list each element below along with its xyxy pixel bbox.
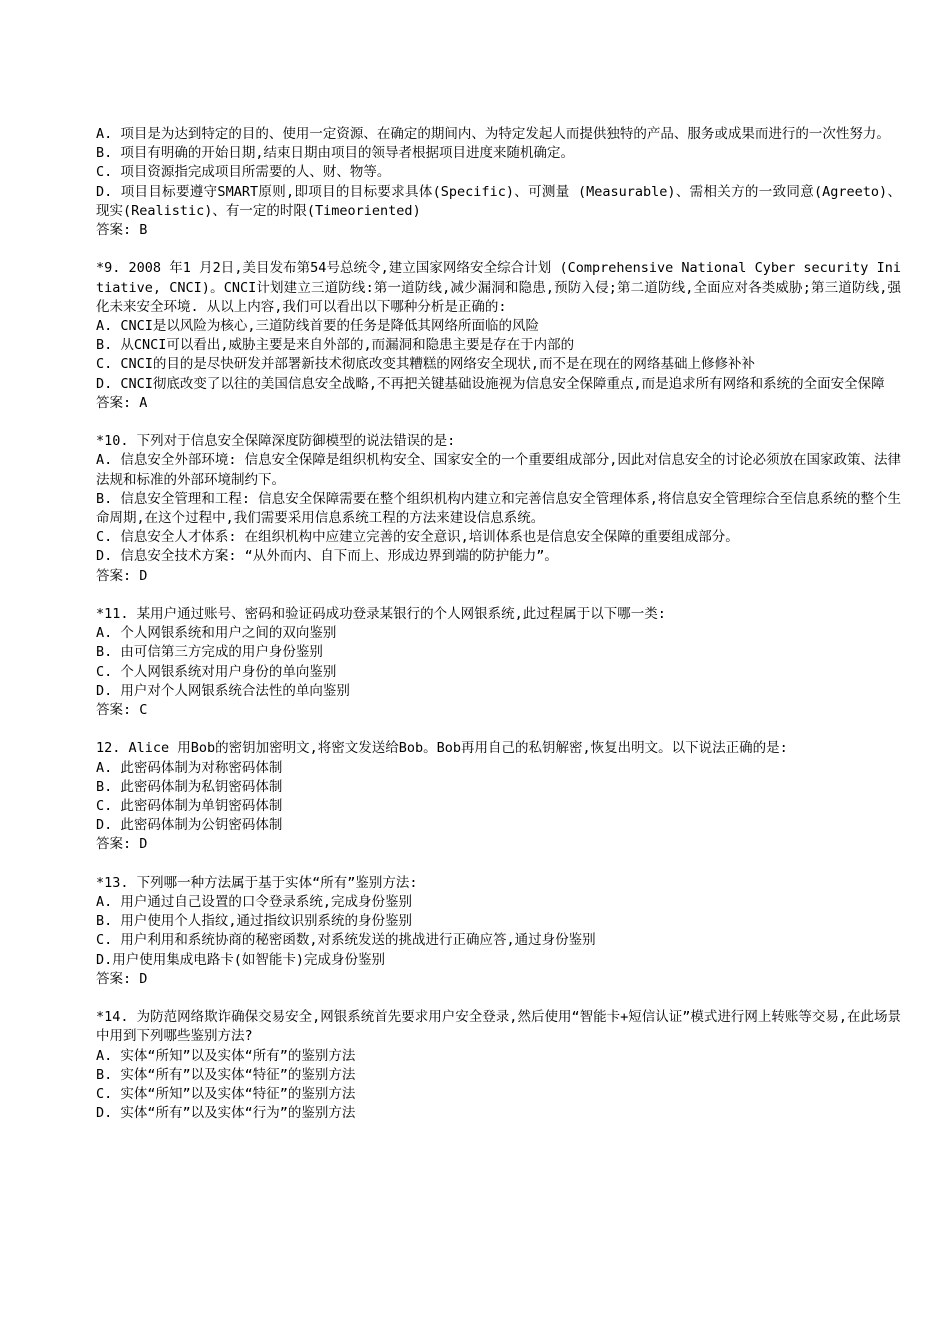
question-text: *13. 下列哪一种方法属于基于实体“所有”鉴别方法: — [96, 874, 418, 891]
answer-option: C. 此密码体制为单钥密码体制 — [96, 798, 283, 815]
answer-option: B. 从CNCI可以看出,威胁主要是来自外部的,而漏洞和隐患主要是存在于内部的 — [96, 337, 575, 354]
answer-option: D. CNCI彻底改变了以往的美国信息安全战略,不再把关键基础设施视为信息安全保障重点,而是追求所有网络和系统的全面安全保障 — [96, 375, 885, 392]
answer-option: C. 项目资源指完成项目所需要的人、财、物等。 — [96, 164, 391, 181]
answer-option: D. 用户对个人网银系统合法性的单向鉴别 — [96, 682, 350, 699]
answer-option: A. 用户通过自己设置的口令登录系统,完成身份鉴别 — [96, 894, 413, 911]
answer-option: C. CNCI的目的是尽快研发并部署新技术彻底改变其糟糕的网络安全现状,而不是在现在的网络基础上修修补补 — [96, 356, 756, 373]
question-block-q9 — [96, 259, 901, 413]
question-block-q12 — [96, 739, 901, 854]
answer-option: A. 个人网银系统和用户之间的双向鉴别 — [96, 625, 337, 642]
answer-option: C. 实体“所知”以及实体“特征”的鉴别方法 — [96, 1086, 356, 1103]
answer-option: D.用户使用集成电路卡(如智能卡)完成身份鉴别 — [96, 951, 386, 968]
answer-option: D. 此密码体制为公钥密码体制 — [96, 817, 283, 834]
question-text: *10. 下列对于信息安全保障深度防御模型的说法错误的是: — [96, 433, 456, 450]
document-page — [96, 125, 901, 1143]
answer-option: A. 此密码体制为对称密码体制 — [96, 759, 283, 776]
question-block-q8-tail — [96, 125, 901, 240]
answer-option: C. 用户利用和系统协商的秘密函数,对系统发送的挑战进行正确应答,通过身份鉴别 — [96, 932, 596, 949]
answer-option: B. 此密码体制为私钥密码体制 — [96, 778, 283, 795]
question-text: *11. 某用户通过账号、密码和验证码成功登录某银行的个人网银系统,此过程属于以下哪一类: — [96, 606, 666, 623]
answer-option: C. 个人网银系统对用户身份的单向鉴别 — [96, 663, 337, 680]
question-text: 12. Alice 用Bob的密钥加密明文,将密文发送给Bob。Bob再用自己的私钥解密,恢复出明文。以下说法正确的是: — [96, 740, 788, 757]
answer-key: 答案: C — [96, 702, 148, 719]
answer-key: 答案: D — [96, 836, 148, 853]
question-block-q14 — [96, 1008, 901, 1123]
answer-option: A. CNCI是以风险为核心,三道防线首要的任务是降低其网络所面临的风险 — [96, 318, 540, 335]
question-block-q13 — [96, 874, 901, 989]
question-list — [96, 125, 901, 1123]
answer-option: A. 实体“所知”以及实体“所有”的鉴别方法 — [96, 1047, 356, 1064]
question-block-q10 — [96, 432, 901, 586]
answer-option: B. 信息安全管理和工程: 信息安全保障需要在整个组织机构内建立和完善信息安全管理体系,将信息安全管理综合至信息系统的整个生命周期,在这个过程中,我们需要采用信息系统工程的方法来建设信息系统。 — [96, 490, 901, 527]
answer-option: B. 项目有明确的开始日期,结束日期由项目的领导者根据项目进度来随机确定。 — [96, 145, 575, 162]
answer-option: B. 实体“所有”以及实体“特征”的鉴别方法 — [96, 1066, 356, 1083]
answer-option: B. 由可信第三方完成的用户身份鉴别 — [96, 644, 323, 661]
answer-option: A. 项目是为达到特定的目的、使用一定资源、在确定的期间内、为特定发起人而提供独特的产品、服务或成果而进行的一次性努力。 — [96, 126, 890, 142]
question-block-q11 — [96, 605, 901, 720]
answer-option: D. 项目目标要遵守SMART原则,即项目的目标要求具体(Specific)、可测量 (Measurable)、需相关方的一致同意(Agreeto)、现实(Realistic)、有一定的时限(Timeoriented) — [96, 183, 901, 219]
answer-key: 答案: B — [96, 222, 148, 239]
answer-option: D. 信息安全技术方案: “从外而内、自下而上、形成边界到端的防护能力”。 — [96, 548, 558, 565]
answer-key: 答案: A — [96, 394, 148, 411]
question-text: *14. 为防范网络欺诈确保交易安全,网银系统首先要求用户安全登录,然后使用“智能卡+短信认证”模式进行网上转账等交易,在此场景中用到下列哪些鉴别方法? — [96, 1009, 901, 1045]
question-text: *9. 2008 年1 月2日,美目发布第54号总统令,建立国家网络安全综合计划 (Comprehensive National Cyber security Initiative, CNCI)。CNCI计划建立三道防线:第一道防线,减少漏洞和隐患,预防入侵;第二道防线,全面应对各类威胁;第三道防线,强化未来安全环境. 从以上内容,我们可以看出以下哪种分析是正确的: — [96, 260, 901, 315]
answer-option: D. 实体“所有”以及实体“行为”的鉴别方法 — [96, 1105, 356, 1122]
answer-key: 答案: D — [96, 567, 148, 584]
answer-option: B. 用户使用个人指纹,通过指纹识别系统的身份鉴别 — [96, 913, 413, 930]
answer-key: 答案: D — [96, 970, 148, 987]
answer-option: C. 信息安全人才体系: 在组织机构中应建立完善的安全意识,培训体系也是信息安全保障的重要组成部分。 — [96, 529, 739, 546]
answer-option: A. 信息安全外部环境: 信息安全保障是组织机构安全、国家安全的一个重要组成部分,因此对信息安全的讨论必须放在国家政策、法律法规和标准的外部环境制约下。 — [96, 452, 901, 488]
